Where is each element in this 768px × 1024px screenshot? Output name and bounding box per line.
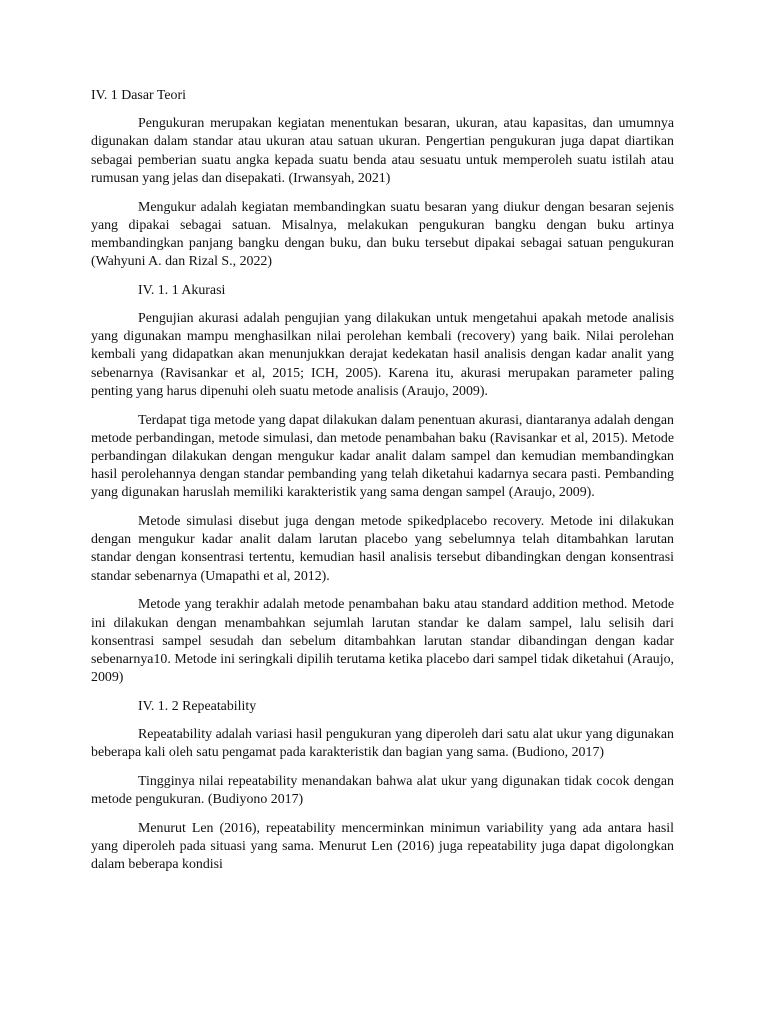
paragraph-repeatability-definisi: Repeatability adalah variasi hasil pengukuran yang diperoleh dari satu alat ukur yang digunakan beberapa kali oleh satu pengamat pada karakteristik dan bagian yang sama. (Budiono, 2017) [91, 727, 674, 761]
paragraph-metode-penambahan-baku: Metode yang terakhir adalah metode penambahan baku atau standard addition method. Metode ini dilakukan dengan menambahkan sejumlah larutan standar ke dalam sampel, lalu selisih dari konsentrasi sampel sesudah dan sebelum ditambahkan larutan standar dibandingan dengan kadar sebenarnya10. Metode ini seringkali dipilih terutama ketika placebo dari sampel tidak diketahui (Araujo, 2009) [91, 597, 674, 686]
paragraph-pengujian-akurasi: Pengujian akurasi adalah pengujian yang dilakukan untuk mengetahui apakah metode analisis yang digunakan mampu menghasilkan nilai perolehan kembali (recovery) yang baik. Nilai perolehan kembali yang didapatkan akan menunjukkan derajat kedekatan hasil analisis dengan kadar analit yang sebenarnya (Ravisankar et al, 2015; ICH, 2005). Karena itu, akurasi merupakan parameter paling penting yang harus dipenuhi oleh suatu metode analisis (Araujo, 2009). [91, 311, 674, 399]
paragraph-repeatability-len: Menurut Len (2016), repeatability mencerminkan minimun variability yang ada antara hasil yang diperoleh pada situasi yang sama. Menurut Len (2016) juga repeatability juga dapat digolongkan dalam beberapa kondisi [91, 820, 674, 873]
paragraph-mengukur: Mengukur adalah kegiatan membandingkan suatu besaran yang diukur dengan besaran sejenis yang dipakai sebagai satuan. Misalnya, melakukan pengukuran bangku dengan buku artinya membandingkan panjang bangku dengan buku, dan buku tersebut dipakai sebagai satuan pengukuran (Wahyuni A. dan Rizal S., 2022) [91, 199, 674, 270]
paragraph-pengukuran: Pengukuran merupakan kegiatan menentukan besaran, ukuran, atau kapasitas, dan umumnya digunakan dalam standar atau ukuran atau satuan ukuran. Pengertian pengukuran juga dapat diartikan sebagai pemberian suatu angka kepada suatu benda atau sesuatu untuk memperoleh suatu istilah atau rumusan yang jelas dan disepakati. (Irwansyah, 2021) [91, 116, 674, 186]
section-title: IV. 1 Dasar Teori [91, 88, 186, 103]
subsection-title-repeatability: IV. 1. 2 Repeatability [138, 698, 257, 714]
paragraph-repeatability-tinggi: Tingginya nilai repeatability menandakan bahwa alat ukur yang digunakan tidak cocok dengan metode pengukuran. (Budiyono 2017) [91, 774, 674, 808]
subsection-title-akurasi: IV. 1. 1 Akurasi [138, 282, 226, 298]
paragraph-tiga-metode: Terdapat tiga metode yang dapat dilakukan dalam penentuan akurasi, diantaranya adalah dengan metode perbandingan, metode simulasi, dan metode penambahan baku (Ravisankar et al, 2015). Metode perbandingan dilakukan dengan mengukur kadar analit dalam sampel dan kemudian membandingkan hasil perolehannya dengan standar pembanding yang telah diketahui kadarnya secara pasti. Pembanding yang digunakan haruslah memiliki karakteristik yang sama dengan sampel (Araujo, 2009). [91, 412, 674, 501]
document-body [91, 87, 674, 885]
paragraph-metode-simulasi: Metode simulasi disebut juga dengan metode spikedplacebo recovery. Metode ini dilakukan dengan mengukur kadar analit dalam larutan placebo yang sebelumnya telah ditambahkan larutan standar dengan konsentrasi tertentu, kemudian hasil analisis tersebut dibandingkan dengan konsentrasi standar sebenarnya (Umapathi et al, 2012). [91, 514, 674, 584]
